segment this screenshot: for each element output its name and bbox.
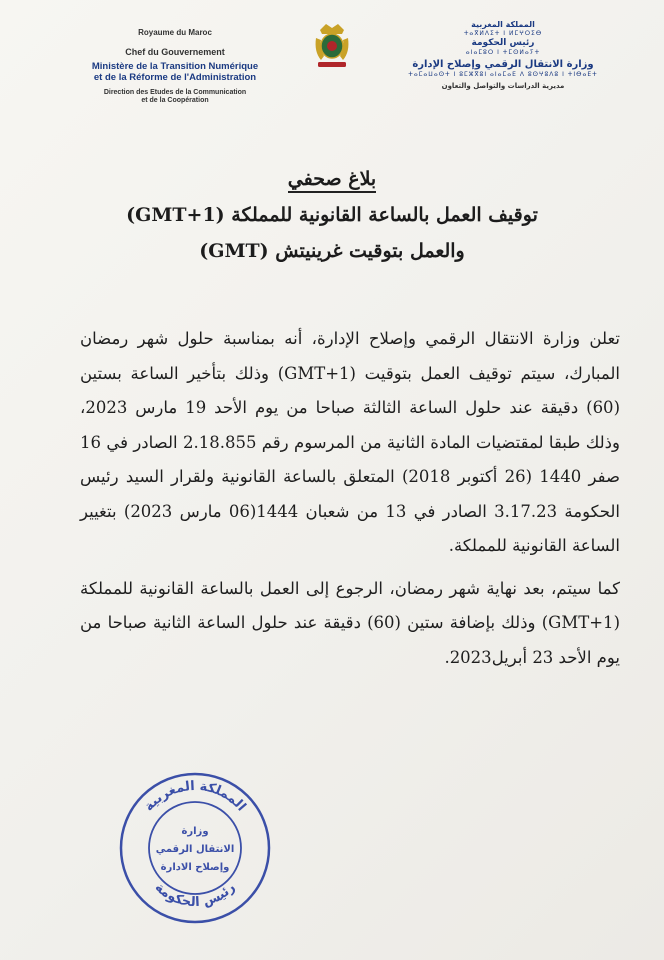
ar-direction: مديرية الدراسات والتواصل والتعاون xyxy=(441,82,565,90)
paragraph-2: كما سيتم، بعد نهاية شهر رمضان، الرجوع إلى العمل بالساعة القانونية للمملكة (GMT+1) وذلك بإضافة ستين (60) دقيقة عند حلول الساعة الثانية صباحا من يوم الأحد 23 أبريل2023. xyxy=(80,578,620,667)
fr-ministry xyxy=(70,61,280,83)
fr-chef: Chef du Gouvernement xyxy=(125,47,225,57)
stamp-inner-1: وزارة xyxy=(181,826,209,837)
official-stamp xyxy=(115,768,275,928)
stamp-outer-bottom: رئيس الحكومة xyxy=(151,880,239,911)
fr-direction-line-1: Direction des Etudes de la Communication xyxy=(103,89,247,96)
fr-ministry-line-2: et de la Réforme de l'Administration xyxy=(93,72,257,83)
stamp-outer-top: المملكة المغربية xyxy=(141,778,249,815)
title-line-1: توقيف العمل بالساعة القانونية للمملكة (GMT+1) xyxy=(126,204,538,226)
ar-kingdom: المملكة المغربية xyxy=(471,20,535,29)
coat-of-arms-icon xyxy=(312,22,352,70)
press-release-heading xyxy=(0,168,664,190)
header-french xyxy=(70,28,280,105)
fr-direction-line-2: et de la Coopération xyxy=(141,97,209,104)
fr-ministry-line-1: Ministère de la Transition Numérique xyxy=(91,61,259,72)
ar-tifinagh-2: ⴰⵏⴰⵎⵓⵔ ⵏ ⵜⵎⵙⵍⴰⵢⵜ xyxy=(465,49,541,56)
ar-ministry: وزارة الانتقال الرقمي وإصلاح الإدارة xyxy=(412,59,594,70)
body-text xyxy=(80,322,620,675)
heading-text: بلاغ صحفي xyxy=(288,168,376,193)
stamp-inner-2: الانتقال الرقمي xyxy=(155,844,235,855)
ar-tifinagh-1: ⵜⴰⴳⵍⴷⵉⵜ ⵏ ⵍⵎⵖⵔⵉⴱ xyxy=(463,30,543,37)
paragraph-1: تعلن وزارة الانتقال الرقمي وإصلاح الإدارة، أنه بمناسبة حلول شهر رمضان المبارك، سيتم توقيف العمل بتوقيت (GMT+1) وذلك بتأخير الساعة بستين (60) دقيقة عند حلول الساعة الثالثة صباحا من يوم الأحد 19 مارس 2023، وذلك طبقا لمقتضيات المادة الثانية من المرسوم رقم 2.18.855 الصادر في 16 صفر 1440 (26 أكتوبر 2018) المتعلق بالساعة القانونية ولقرار السيد رئيس الحكومة 3.17.23 الصادر في 13 من شعبان 1444(06 مارس 2023) بتغيير الساعة القانونية للمملكة. xyxy=(80,329,620,555)
ar-chef: رئيس الحكومة xyxy=(471,38,535,48)
header-arabic xyxy=(408,20,598,90)
fr-direction xyxy=(70,89,280,105)
title-line-2: والعمل بتوقيت غرينيتش (GMT) xyxy=(199,240,465,262)
fr-kingdom: Royaume du Maroc xyxy=(138,28,212,37)
stamp-inner-3: وإصلاح الادارة xyxy=(160,862,230,873)
ar-tifinagh-3: ⵜⴰⵎⴰⵡⴰⵙⵜ ⵏ ⵓⵎⵣⴳⵓⵏ ⴰⵏⴰⵎⴰⴹ ⴷ ⵓⵙⵖⵓⴷⵓ ⵏ ⵜⵏⴱⴰⴹⵜ xyxy=(408,71,598,78)
